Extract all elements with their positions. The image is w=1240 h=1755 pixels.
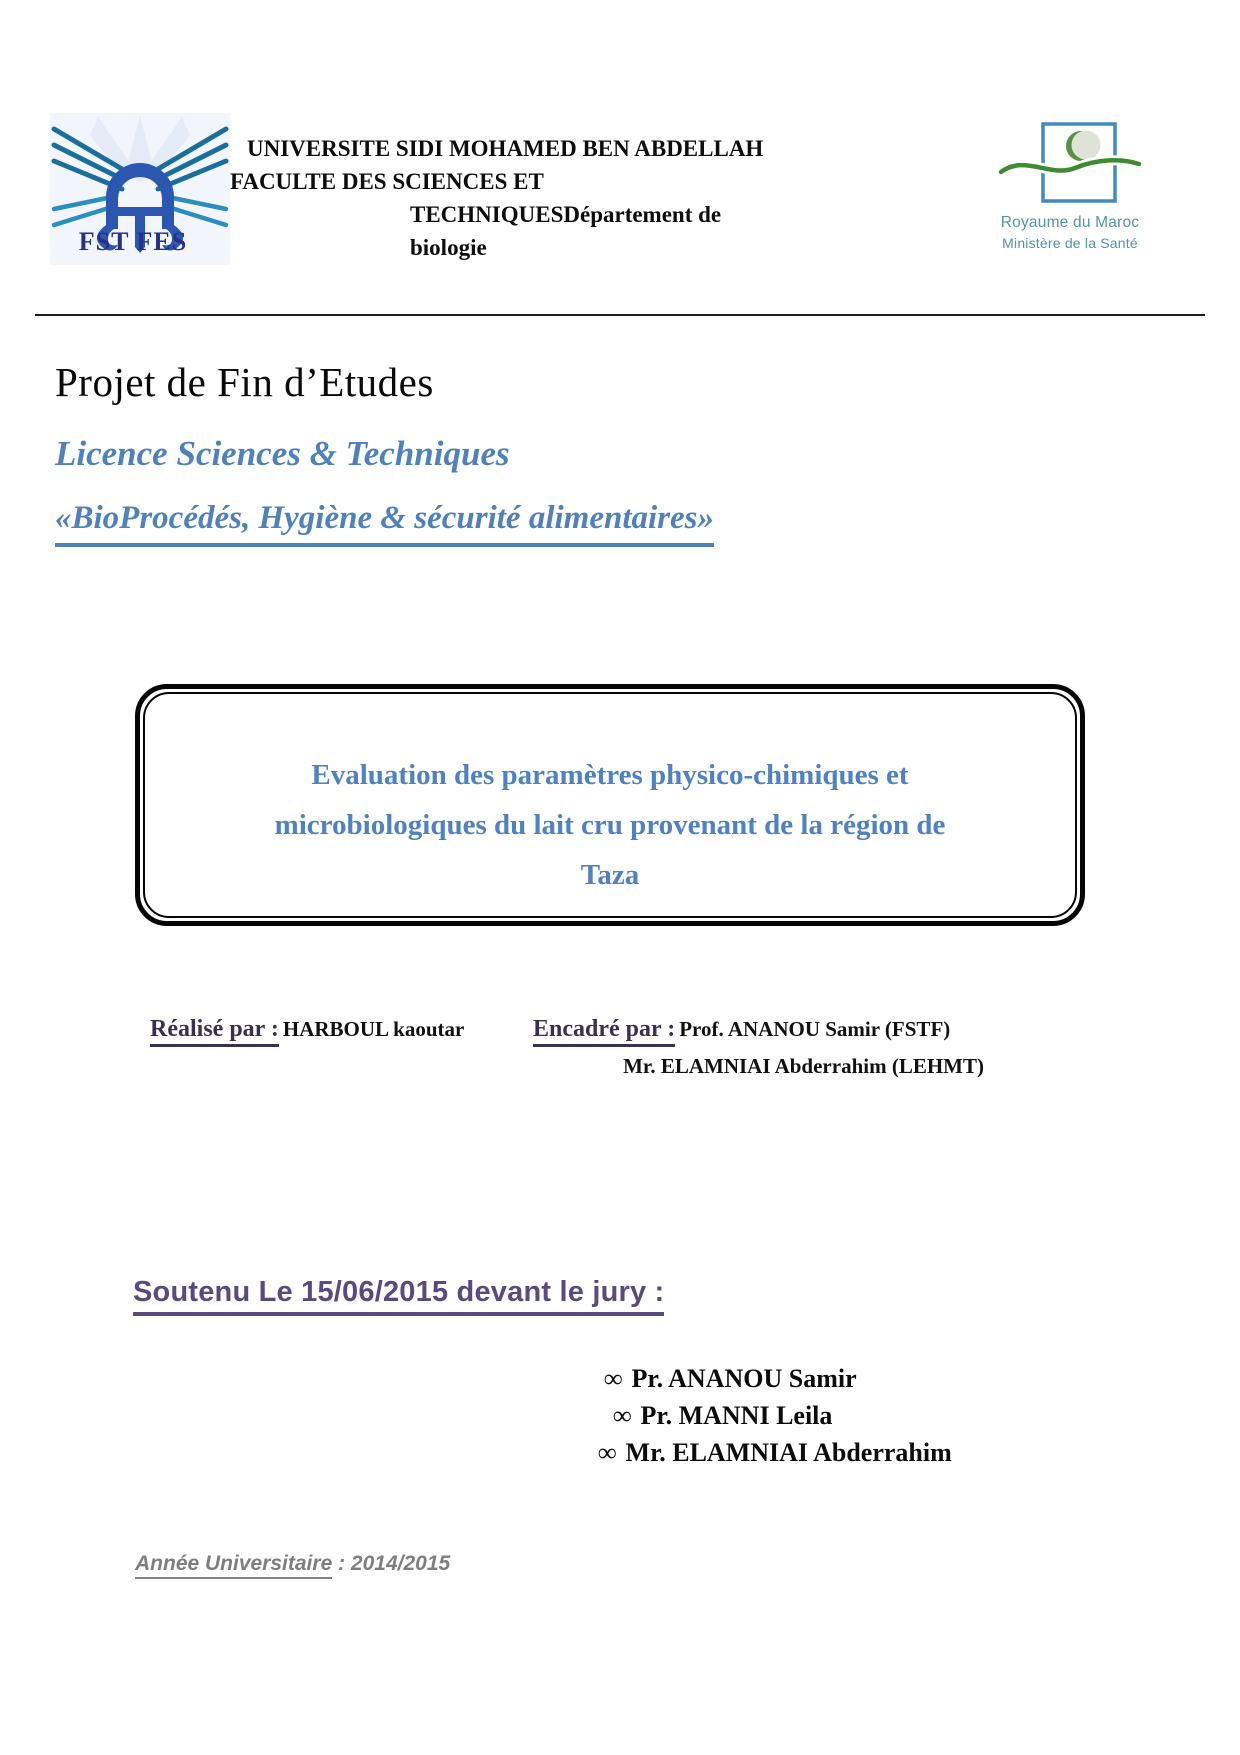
thesis-title-box-inner	[143, 692, 1077, 918]
specialty-title: «BioProcédés, Hygiène & sécurité alimentaires»	[55, 500, 714, 547]
jury-member-name: Pr. ANANOU Samir	[631, 1364, 857, 1393]
ministry-logo-icon	[995, 108, 1145, 208]
jury-member	[598, 1434, 952, 1471]
supervisor-2-name: Mr. ELAMNIAI Abderrahim (LEHMT)	[623, 1054, 984, 1078]
jury-member-name: Mr. ELAMNIAI Abderrahim	[625, 1438, 952, 1467]
encadre-line1	[533, 1016, 984, 1047]
jury-member	[613, 1397, 952, 1434]
fst-fes-logo	[50, 113, 230, 265]
fst-fes-logo-text: FST FES	[78, 227, 188, 256]
department-name: biologie	[410, 235, 487, 260]
thesis-title-box	[135, 684, 1085, 926]
realise-par-group	[150, 1016, 464, 1047]
thesis-title-line: Evaluation des paramètres physico-chimiques et	[311, 759, 909, 791]
jury-member-name: Pr. MANNI Leila	[640, 1401, 833, 1430]
university-header	[230, 132, 850, 264]
thesis-title-line: microbiologiques du lait cru provenant de la région de	[274, 809, 946, 841]
infinity-bullet-icon: ∞	[613, 1401, 632, 1430]
degree-title: Licence Sciences & Techniques	[55, 434, 510, 473]
department-line: TECHNIQUESDépartement de	[410, 202, 722, 227]
infinity-bullet-icon: ∞	[604, 1364, 623, 1393]
encadre-par-label: Encadré par :	[533, 1016, 675, 1047]
defense-heading: Soutenu Le 15/06/2015 devant le jury :	[133, 1276, 664, 1316]
ministry-name-label: Ministère de la Santé	[1002, 235, 1138, 251]
academic-year	[135, 1552, 450, 1579]
university-name: UNIVERSITE SIDI MOHAMED BEN ABDELLAH	[247, 136, 764, 161]
jury-list	[598, 1360, 952, 1471]
student-name: HARBOUL kaoutar	[282, 1017, 465, 1041]
supervisor-1-name: Prof. ANANOU Samir (FSTF)	[679, 1017, 951, 1041]
thesis-title-line: Taza	[580, 859, 640, 891]
academic-year-value: : 2014/2015	[338, 1552, 451, 1575]
header-divider	[35, 314, 1205, 316]
encadre-par-group	[533, 1016, 984, 1079]
faculty-name: FACULTE DES SCIENCES ET	[230, 169, 544, 194]
infinity-bullet-icon: ∞	[598, 1438, 617, 1467]
realise-par-label: Réalisé par :	[150, 1016, 279, 1047]
ministry-logo	[995, 108, 1145, 260]
ministry-country-label: Royaume du Maroc	[1000, 214, 1140, 231]
project-title: Projet de Fin d’Etudes	[55, 359, 434, 405]
academic-year-label: Année Universitaire	[135, 1552, 332, 1579]
jury-member	[604, 1360, 952, 1397]
